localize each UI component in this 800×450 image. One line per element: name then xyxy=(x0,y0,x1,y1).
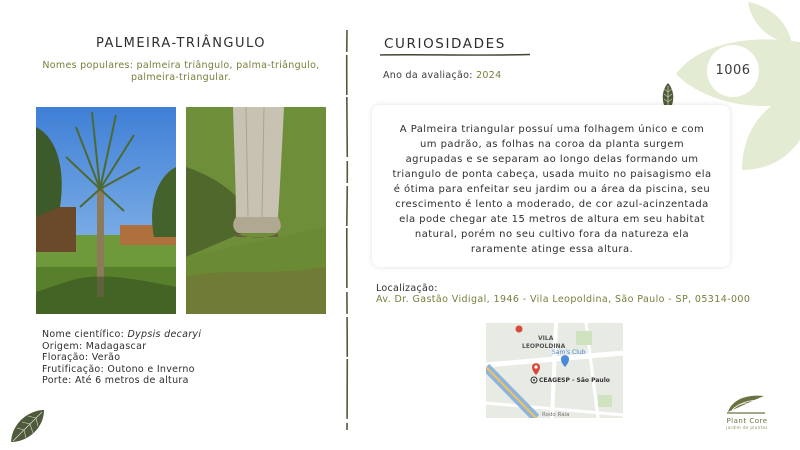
flowering: Floração: Verão xyxy=(42,352,121,363)
title-underline xyxy=(380,53,530,57)
evaluation-year-value: 2024 xyxy=(476,70,502,81)
brand-name: Plant Core xyxy=(726,417,768,425)
location-label: Localização: xyxy=(376,283,438,294)
plant-title: PALMEIRA-TRIÂNGULO xyxy=(95,36,267,51)
plant-size: Porte: Até 6 metros de altura xyxy=(42,375,189,386)
scientific-name-value: Dypsis decaryi xyxy=(127,329,202,340)
curiosities-text: A Palmeira triangular possuí uma folhagem único e com um padrão, as folhas na coroa da planta surgem agrupadas e se separam ao longo delas formando um triangulo de ponta cabeça, usada muito no paisagismo ela é ótima para enfeitar seu jardim ou a área da piscina, seu crescimento é lento a moderado, de cor azul-acinzentada ela pode chegar ate 15 metros de altura em seu habitat natural, porém no seu cultivo fora da natureza ela raramente atinge essa altura. xyxy=(392,124,712,255)
record-id: 1006 xyxy=(715,63,751,78)
location-map[interactable] xyxy=(486,323,623,418)
plant-core-logo xyxy=(724,390,768,416)
evaluation-year: Ano da avaliação: 2024 xyxy=(383,70,502,81)
plant-photo-full xyxy=(36,107,176,314)
leaf-decoration-icon xyxy=(8,406,48,446)
vertical-divider xyxy=(345,30,349,430)
plant-photo-trunk xyxy=(186,107,326,314)
scientific-name: Nome científico: Dypsis decaryi xyxy=(42,329,202,340)
plant-facts xyxy=(42,329,201,387)
map-place-label: CEAGESP - São Paulo xyxy=(539,377,610,384)
popular-names: Nomes populares: palmeira triângulo, palma-triângulo, palmeira-triangular. xyxy=(42,60,320,83)
map-district-line1: VILA xyxy=(538,335,554,342)
curiosities-card xyxy=(372,105,730,267)
map-district-line2: LEOPOLDINA xyxy=(522,343,566,350)
brand-tagline: jardim de plantas xyxy=(726,425,768,430)
map-street-label: Rodo Raia xyxy=(542,412,570,418)
location-address: Av. Dr. Gastão Vidigal, 1946 - Vila Leopoldina, São Paulo - SP, 05314-000 xyxy=(376,294,751,305)
curiosities-title: CURIOSIDADES xyxy=(384,36,506,52)
map-club-label: Sam's Club xyxy=(552,349,586,356)
fruiting: Frutificação: Outono e Inverno xyxy=(42,363,195,375)
origin: Origem: Madagascar xyxy=(42,340,147,352)
